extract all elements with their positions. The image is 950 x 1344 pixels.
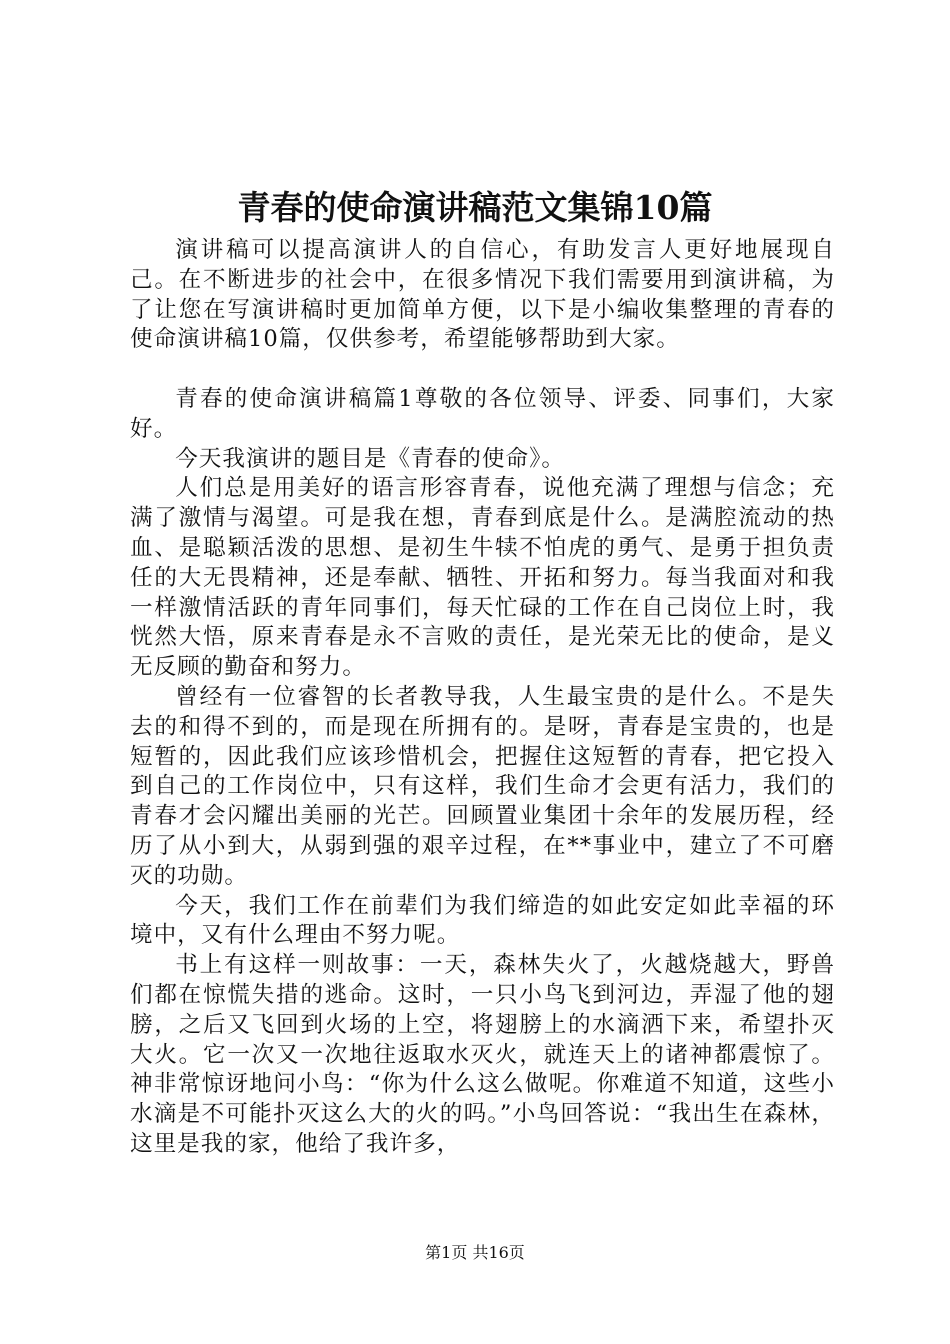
paragraph-intro: 演讲稿可以提高演讲人的自信心，有助发言人更好地展现自己。在不断进步的社会中，在很多情况下我们需要用到演讲稿，为了让您在写演讲稿时更加简单方便，以下是小编收集整理的青春的使命演讲稿10篇，仅供参考，希望能够帮助到大家。 (130, 237, 835, 353)
paragraph-youth: 人们总是用美好的语言形容青春，说他充满了理想与信念；充满了激情与渴望。可是我在想，青春到底是什么。是满腔流动的热血、是聪颖活泼的思想、是初生牛犊不怕虎的勇气、是勇于担负责任的大无畏精神，还是奉献、牺牲、开拓和努力。每当我面对和我一样激情活跃的青年同事们，每天忙碌的工作在自己岗位上时，我恍然大悟，原来青春是永不言败的责任，是光荣无比的使命，是义无反顾的勤奋和努力。 (130, 475, 835, 681)
paragraph-topic: 今天我演讲的题目是《青春的使命》。 (175, 445, 565, 472)
paragraph-story: 书上有这样一则故事：一天，森林失火了，火越烧越大，野兽们都在惊慌失措的逃命。这时，一只小鸟飞到河边，弄湿了他的翅膀，之后又飞回到火场的上空，将翅膀上的水滴洒下来，希望扑灭大火。它一次又一次地往返取水灭火，就连天上的诸神都震惊了。神非常惊讶地问小鸟：“你为什么这么做呢。你难道不知道，这些小水滴是不可能扑灭这么大的火的吗。”小鸟回答说：“我出生在森林，这里是我的家，他给了我许多， (130, 952, 835, 1157)
document-body (130, 236, 835, 1160)
document-title: 青春的使命演讲稿范文集锦10篇 (237, 188, 713, 227)
paragraph-speech-heading: 青春的使命演讲稿篇1尊敬的各位领导、评委、同事们，大家好。 (130, 385, 835, 442)
paragraph-today: 今天，我们工作在前辈们为我们缔造的如此安定如此幸福的环境中，又有什么理由不努力呢。 (130, 892, 835, 949)
paragraph-elder-advice: 曾经有一位睿智的长者教导我，人生最宝贵的是什么。不是失去的和得不到的，而是现在所拥有的。是呀，青春是宝贵的，也是短暂的，因此我们应该珍惜机会，把握住这短暂的青春，把它投入到自己的工作岗位中，只有这样，我们生命才会更有活力，我们的青春才会闪耀出美丽的光芒。回顾置业集团十余年的发展历程，经历了从小到大，从弱到强的艰辛过程，在**事业中，建立了不可磨灭的功勋。 (130, 683, 835, 889)
page-footer: 第1页 共16页 (425, 1243, 525, 1262)
